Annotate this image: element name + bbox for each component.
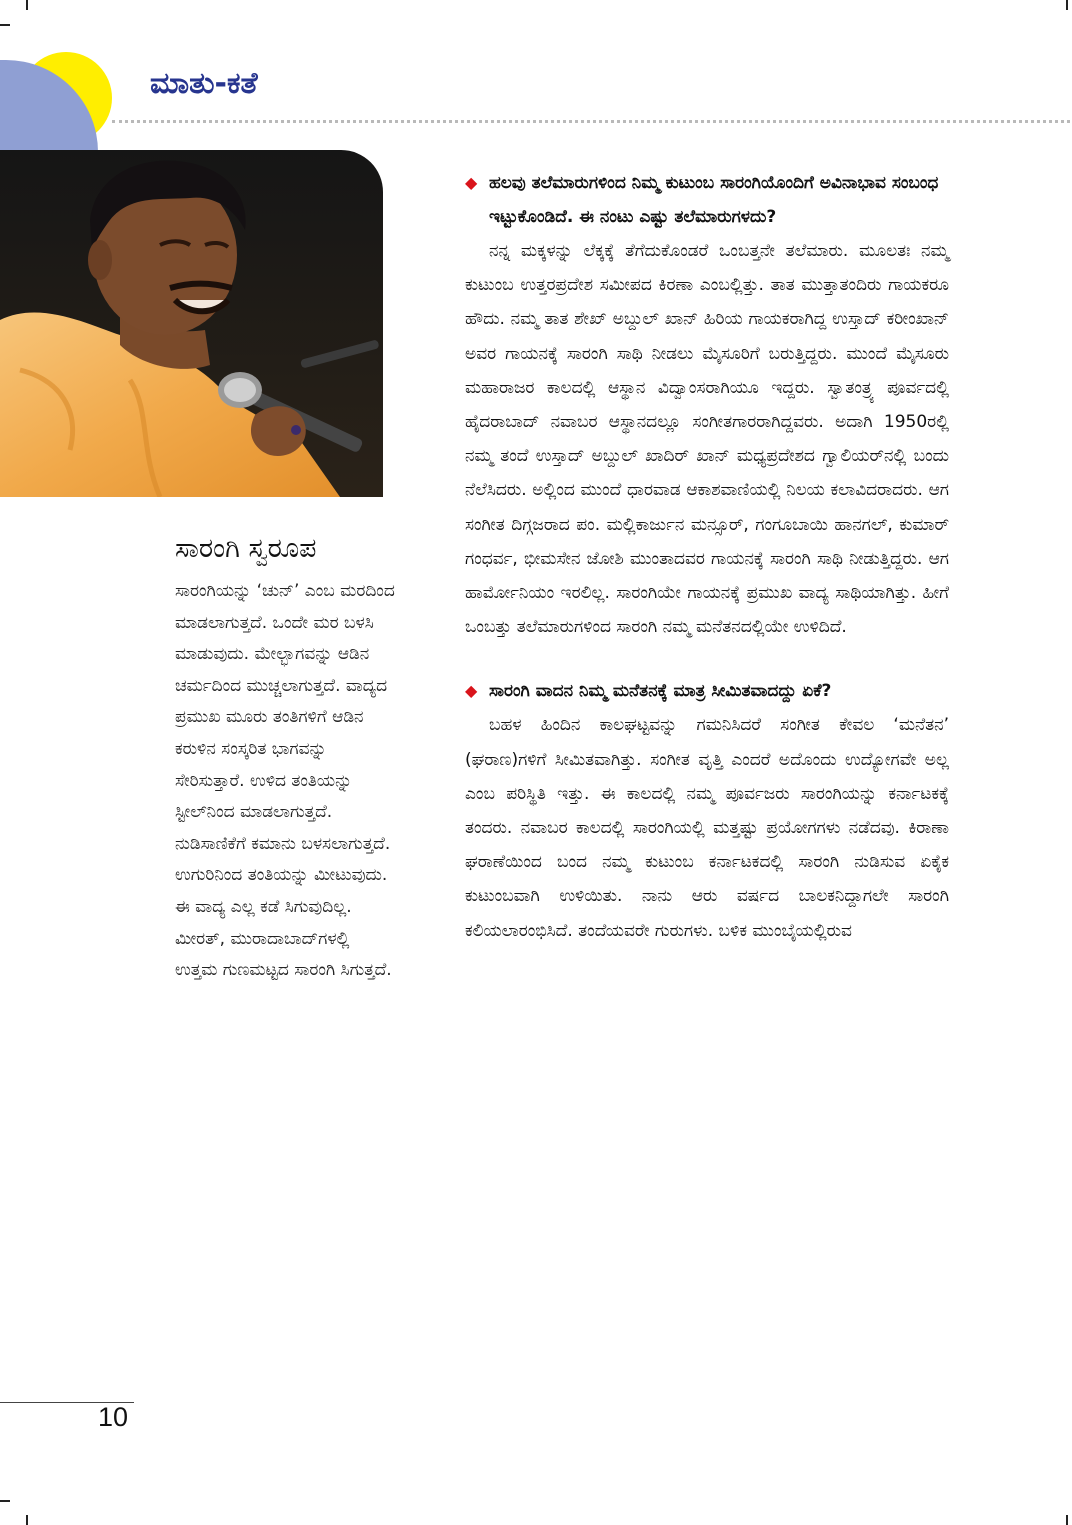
artist-photo (0, 150, 383, 497)
crop-mark (0, 24, 10, 26)
sidebar-title: ಸಾರಂಗಿ ಸ್ವರೂಪ (175, 533, 317, 564)
section-title: ಮಾತು-ಕತೆ (150, 66, 258, 101)
crop-mark (0, 1500, 10, 1502)
interview-question (465, 166, 949, 234)
crop-mark (26, 0, 28, 10)
interview-answer: ನನ್ನ ಮಕ್ಕಳನ್ನು ಲೆಕ್ಕಕ್ಕೆ ತೆಗೆದುಕೊಂಡರೆ ಒಂಬತ್ತನೇ ತಲೆಮಾರು. ಮೂಲತಃ ನಮ್ಮ ಕುಟುಂಬ ಉತ್ತರಪ್ರದೇಶ ಸಮೀಪದ ಕಿರಣಾ ಎಂಬಲ್ಲಿತ್ತು. ತಾತ ಮುತ್ತಾತಂದಿರು ಗಾಯಕರೂ ಹೌದು. ನಮ್ಮ ತಾತ ಶೇಖ್ ಅಬ್ದುಲ್ ಖಾನ್ ಹಿರಿಯ ಗಾಯಕರಾಗಿದ್ದ ಉಸ್ತಾದ್ ಕರೀಂಖಾನ್ ಅವರ ಗಾಯನಕ್ಕೆ ಸಾರಂಗಿ ಸಾಥಿ ನೀಡಲು ಮೈಸೂರಿಗೆ ಬರುತ್ತಿದ್ದರು. ಮುಂದೆ ಮೈಸೂರು ಮಹಾರಾಜರ ಕಾಲದಲ್ಲಿ ಆಸ್ಥಾನ ವಿದ್ವಾಂಸರಾಗಿಯೂ ಇದ್ದರು. ಸ್ವಾತಂತ್ರ್ಯ ಪೂರ್ವದಲ್ಲಿ ಹೈದರಾಬಾದ್ ನವಾಬರ ಆಸ್ಥಾನದಲ್ಲೂ ಸಂಗೀತಗಾರರಾಗಿದ್ದವರು. ಅದಾಗಿ 1950ರಲ್ಲಿ ನಮ್ಮ ತಂದೆ ಉಸ್ತಾದ್ ಅಬ್ದುಲ್ ಖಾದಿರ್ ಖಾನ್ ಮಧ್ಯಪ್ರದೇಶದ ಗ್ವಾಲಿಯರ್‌ನಲ್ಲಿ ಬಂದು ನೆಲೆಸಿದರು. ಅಲ್ಲಿಂದ ಮುಂದೆ ಧಾರವಾಡ ಆಕಾಶವಾಣಿಯಲ್ಲಿ ನಿಲಯ ಕಲಾವಿದರಾದರು. ಆಗ ಸಂಗೀತ ದಿಗ್ಗಜರಾದ ಪಂ. ಮಲ್ಲಿಕಾರ್ಜುನ ಮನ್ಸೂರ್, ಗಂಗೂಬಾಯಿ ಹಾನಗಲ್, ಕುಮಾರ್ ಗಂಧರ್ವ, ಭೀಮಸೇನ ಜೋಶಿ ಮುಂತಾದವರ ಗಾಯನಕ್ಕೆ ಸಾರಂಗಿ ಸಾಥಿ ನೀಡುತ್ತಿದ್ದರು. ಆಗ ಹಾರ್ಮೋನಿಯಂ ಇರಲಿಲ್ಲ. ಸಾರಂಗಿಯೇ ಗಾಯನಕ್ಕೆ ಪ್ರಮುಖ ವಾದ್ಯ ಸಾಥಿಯಾಗಿತ್ತು. ಹೀಗೆ ಒಂಬತ್ತು ತಲೆಮಾರುಗಳಿಂದ ಸಾರಂಗಿ ನಮ್ಮ ಮನೆತನದಲ್ಲಿಯೇ ಉಳಿದಿದೆ. (465, 241, 949, 638)
diamond-bullet-icon: ◆ (465, 173, 478, 192)
crop-mark (26, 1515, 28, 1525)
diamond-bullet-icon: ◆ (465, 681, 478, 701)
sidebar-info-box (175, 530, 395, 987)
question-text: ಸಾರಂಗಿ ವಾದನ ನಿಮ್ಮ ಮನೆತನಕ್ಕೆ ಮಾತ್ರ ಸೀಮಿತವಾದದ್ದು ಏಕೆ? (489, 681, 832, 702)
interview-answer: ಬಹಳ ಹಿಂದಿನ ಕಾಲಘಟ್ಟವನ್ನು ಗಮನಿಸಿದರೆ ಸಂಗೀತ ಕೇವಲ ‘ಮನೆತನ’ (ಘರಾಣ)ಗಳಿಗೆ ಸೀಮಿತವಾಗಿತ್ತು. ಸಂಗೀತ ವೃತ್ತಿ ಎಂದರೆ ಅದೊಂದು ಉದ್ಯೋಗವೇ ಅಲ್ಲ ಎಂಬ ಪರಿಸ್ಥಿತಿ ಇತ್ತು. ಈ ಕಾಲದಲ್ಲಿ ನಮ್ಮ ಪೂರ್ವಜರು ಸಾರಂಗಿಯನ್ನು ಕರ್ನಾಟಕಕ್ಕೆ ತಂದರು. ನವಾಬರ ಕಾಲದಲ್ಲಿ ಸಾರಂಗಿಯಲ್ಲಿ ಮತ್ತಷ್ಟು ಪ್ರಯೋಗಗಳು ನಡೆದವು. ಕಿರಾಣಾ ಘರಾಣೆಯಿಂದ ಬಂದ ನಮ್ಮ ಕುಟುಂಬ ಕರ್ನಾಟಕದಲ್ಲಿ ಸಾರಂಗಿ ನುಡಿಸುವ ಏಕೈಕ ಕುಟುಂಬವಾಗಿ ಉಳಿಯಿತು. ನಾನು ಆರು ವರ್ಷದ ಬಾಲಕನಿದ್ದಾಗಲೇ ಸಾರಂಗಿ ಕಲಿಯಲಾರಂಭಿಸಿದೆ. ತಂದೆಯವರೇ ಗುರುಗಳು. ಬಳಿಕ ಮುಂಬೈಯಲ್ಲಿರುವ (465, 715, 949, 941)
interview-column (465, 166, 949, 948)
crop-mark (1066, 1515, 1068, 1525)
interview-question (465, 674, 949, 708)
crop-mark (1066, 0, 1068, 10)
qa-block (465, 166, 949, 644)
qa-block (465, 674, 949, 947)
page-number: 10 (98, 1402, 129, 1432)
sidebar-text: ಸಾರಂಗಿಯನ್ನು ‘ಚುನ್’ ಎಂಬ ಮರದಿಂದ ಮಾಡಲಾಗುತ್ತದೆ. ಒಂದೇ ಮರ ಬಳಸಿ ಮಾಡುವುದು. ಮೇಲ್ಭಾಗವನ್ನು ಆಡಿನ ಚರ್ಮದಿಂದ ಮುಚ್ಚಲಾಗುತ್ತದೆ. ವಾದ್ಯದ ಪ್ರಮುಖ ಮೂರು ತಂತಿಗಳಿಗೆ ಆಡಿನ ಕರುಳಿನ ಸಂಸ್ಕರಿತ ಭಾಗವನ್ನು ಸೇರಿಸುತ್ತಾರೆ. ಉಳಿದ ತಂತಿಯನ್ನು ಸ್ಟೀಲ್‌ನಿಂದ ಮಾಡಲಾಗುತ್ತದೆ. ನುಡಿಸಾಣಿಕೆಗೆ ಕಮಾನು ಬಳಸಲಾಗುತ್ತದೆ. ಉಗುರಿನಿಂದ ತಂತಿಯನ್ನು ಮೀಟುವುದು. ಈ ವಾದ್ಯ ಎಲ್ಲ ಕಡೆ ಸಿಗುವುದಿಲ್ಲ. ಮೀರತ್, ಮುರಾದಾಬಾದ್‌ಗಳಲ್ಲಿ ಉತ್ತಮ ಗುಣಮಟ್ಟದ ಸಾರಂಗಿ ಸಿಗುತ್ತದೆ. (175, 581, 395, 981)
singer-illustration (0, 150, 383, 497)
question-text: ಹಲವು ತಲೆಮಾರುಗಳಿಂದ ನಿಮ್ಮ ಕುಟುಂಬ ಸಾರಂಗಿಯೊಂದಿಗೆ ಅವಿನಾಭಾವ ಸಂಬಂಧ ಇಟ್ಟುಕೊಂಡಿದೆ. ಈ ನಂಟು ಎಷ್ಟು ತಲೆಮಾರುಗಳದು? (489, 173, 939, 227)
dotted-divider (112, 120, 1070, 123)
